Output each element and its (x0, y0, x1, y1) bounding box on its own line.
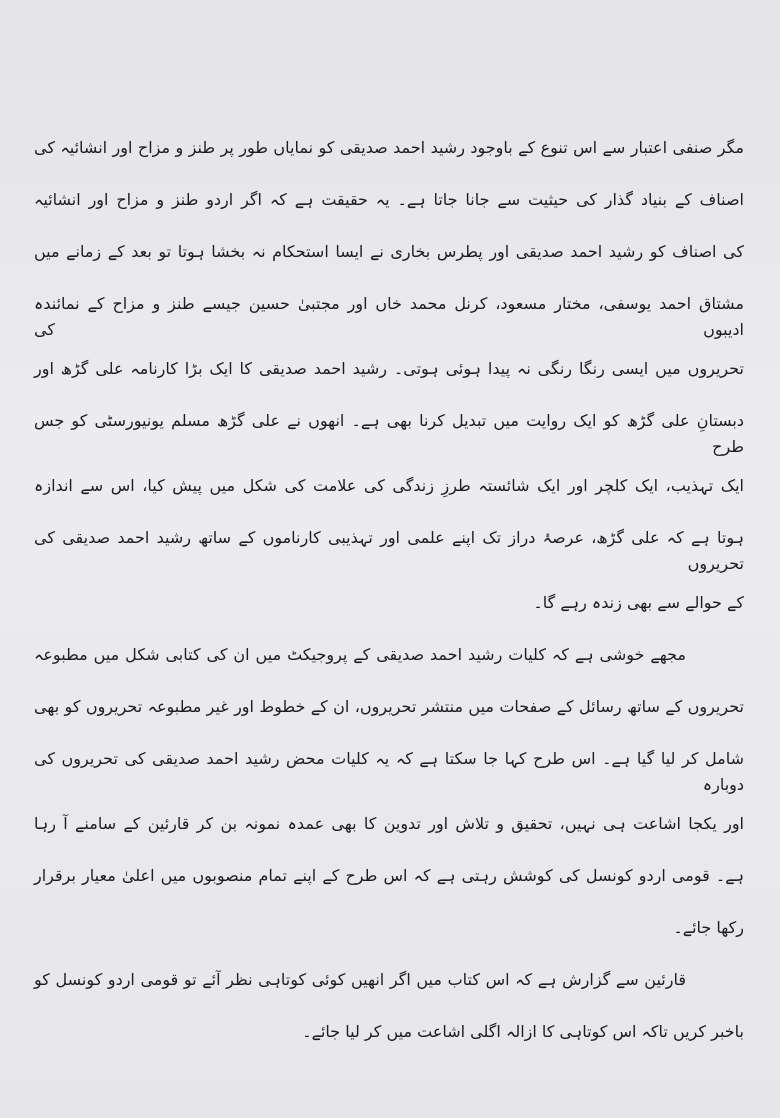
text-line: مشتاق احمد یوسفی، مختار مسعود، کرنل محمد خاں اور مجتبیٰ حسین جیسے طنز و مزاح کے نمائندہ ادیبوں کی (34, 294, 744, 339)
paragraph-1 (34, 122, 744, 629)
text-line: تحریروں کے ساتھ رسائل کے صفحات میں منتشر تحریروں، ان کے خطوط اور غیر مطبوعہ تحریروں کو بھی (34, 697, 744, 716)
text-line: مجھے خوشی ہے کہ کلیات رشید احمد صدیقی کے پروجیکٹ میں ان کی کتابی شکل میں مطبوعہ (34, 645, 686, 664)
text-line: باخبر کریں تاکہ اس کوتاہی کا ازالہ اگلی اشاعت میں کر لیا جائے۔ (302, 1022, 744, 1041)
text-line: ہوتا ہے کہ علی گڑھ، عرصۂ دراز تک اپنے علمی اور تہذیبی کارناموں کے ساتھ رشید احمد صدیقی کی تحریروں (34, 528, 744, 573)
text-line: کے حوالے سے بھی زندہ رہے گا۔ (533, 593, 744, 612)
text-line: قارئین سے گزارش ہے کہ اس کتاب میں اگر انھیں کوئی کوتاہی نظر آئے تو قومی اردو کونسل کو (34, 970, 687, 989)
paragraph-2 (34, 629, 744, 954)
body-text (34, 122, 744, 1058)
text-line: کی اصناف کو رشید احمد صدیقی اور پطرس بخاری نے ایسا استحکام نہ بخشا ہوتا تو بعد کے زمانے میں (34, 242, 744, 261)
text-line: مگر صنفی اعتبار سے اس تنوع کے باوجود رشید احمد صدیقی کو نمایاں طور پر طنز و مزاح اور انشائیہ کی (34, 138, 744, 157)
text-line: اصناف کے بنیاد گذار کی حیثیت سے جانا جاتا ہے۔ یہ حقیقت ہے کہ اگر اردو طنز و مزاح اور انشائیہ (34, 190, 744, 209)
text-line: دبستانِ علی گڑھ کو ایک روایت میں تبدیل کرنا بھی ہے۔ انھوں نے علی گڑھ مسلم یونیورسٹی کو جس طرح (34, 411, 744, 456)
text-line: شامل کر لیا گیا ہے۔ اس طرح کہا جا سکتا ہے کہ یہ کلیات محض رشید احمد صدیقی کی تحریروں کی دوبارہ (34, 749, 744, 794)
text-line: اور یکجا اشاعت ہی نہیں، تحقیق و تلاش اور تدوین کا بھی عمدہ نمونہ بن کر قارئین کے سامنے آ رہا (34, 814, 744, 833)
text-line: رکھا جائے۔ (673, 918, 744, 937)
text-line: ہے۔ قومی اردو کونسل کی کوشش رہتی ہے کہ اس طرح کے اپنے تمام منصوبوں میں اعلیٰ معیار برقرار (34, 866, 744, 885)
paragraph-3 (34, 954, 744, 1058)
text-line: ایک تہذیب، ایک کلچر اور ایک شائستہ طرزِ زندگی کی علامت کی شکل میں پیش کیا، اس سے اندازہ (34, 476, 744, 495)
text-line: تحریروں میں ایسی رنگا رنگی نہ پیدا ہوئی ہوتی۔ رشید احمد صدیقی کا ایک بڑا کارنامہ علی گڑھ اور (34, 359, 744, 378)
